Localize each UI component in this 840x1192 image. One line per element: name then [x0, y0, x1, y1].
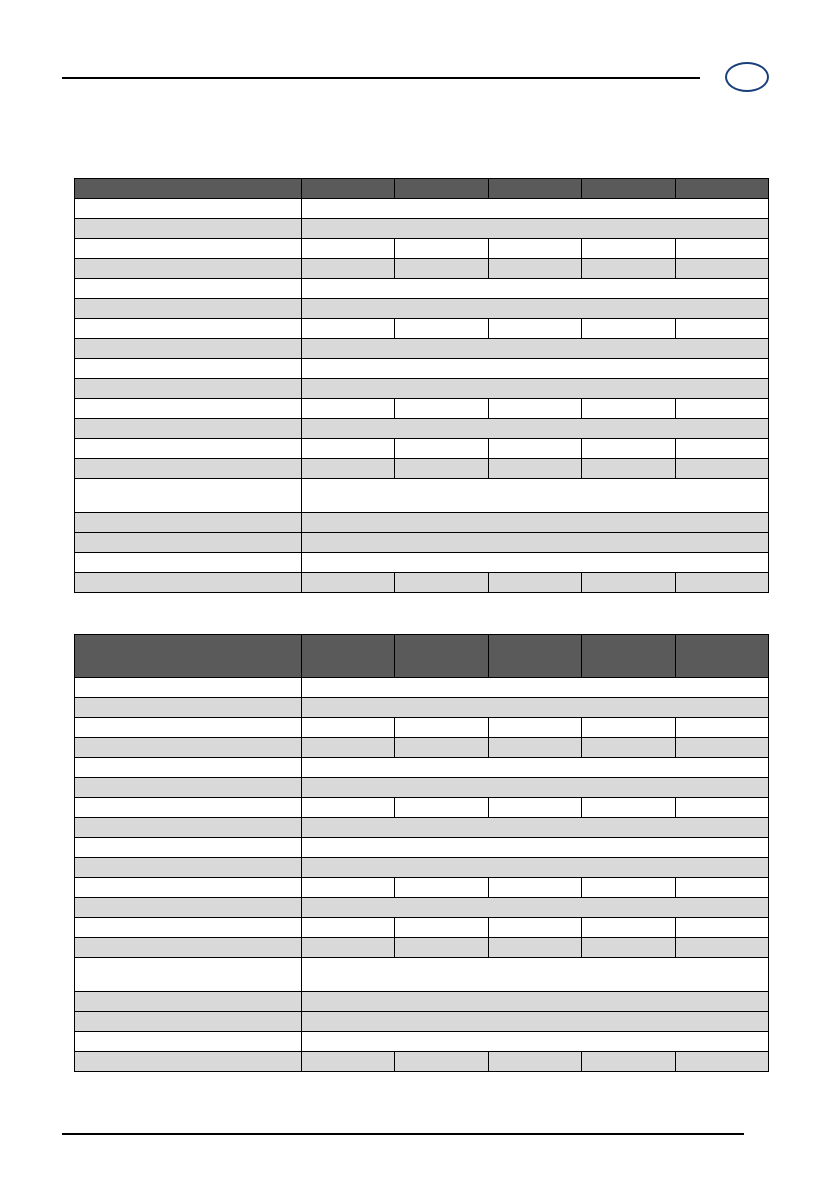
table-header-row [75, 635, 769, 678]
row-value-cell [302, 678, 769, 698]
row-value-cell [302, 339, 769, 359]
row-value-cell [302, 239, 395, 259]
table-row [75, 858, 769, 878]
row-value-cell [302, 698, 769, 718]
table-header-cell [395, 635, 488, 678]
row-label-cell [75, 479, 302, 513]
row-value-cell [302, 798, 395, 818]
row-label-cell [75, 513, 302, 533]
row-value-cell [302, 958, 769, 992]
row-value-cell [675, 259, 768, 279]
row-value-cell [675, 918, 768, 938]
table-header-cell [488, 179, 581, 199]
row-value-cell [395, 573, 488, 593]
row-value-cell [488, 1052, 581, 1072]
row-value-cell [675, 239, 768, 259]
row-label-cell [75, 918, 302, 938]
row-value-cell [582, 459, 675, 479]
row-label-cell [75, 992, 302, 1012]
row-value-cell [302, 1052, 395, 1072]
table-row [75, 992, 769, 1012]
row-value-cell [675, 319, 768, 339]
row-value-cell [675, 399, 768, 419]
row-value-cell [395, 1052, 488, 1072]
row-value-cell [302, 858, 769, 878]
table-row [75, 838, 769, 858]
table-header-cell [675, 179, 768, 199]
row-value-cell [395, 459, 488, 479]
row-value-cell [395, 918, 488, 938]
row-value-cell [302, 259, 395, 279]
row-label-cell [75, 279, 302, 299]
row-value-cell [302, 573, 395, 593]
table-row [75, 513, 769, 533]
row-value-cell [488, 798, 581, 818]
table-row [75, 938, 769, 958]
row-value-cell [302, 439, 395, 459]
table-row [75, 1052, 769, 1072]
row-label-cell [75, 219, 302, 239]
row-value-cell [488, 259, 581, 279]
row-label-cell [75, 738, 302, 758]
row-value-cell [395, 399, 488, 419]
row-label-cell [75, 818, 302, 838]
table-row [75, 918, 769, 938]
row-label-cell [75, 199, 302, 219]
row-value-cell [582, 259, 675, 279]
table-row [75, 738, 769, 758]
row-value-cell [302, 459, 395, 479]
row-label-cell [75, 858, 302, 878]
row-value-cell [395, 798, 488, 818]
row-label-cell [75, 1012, 302, 1032]
row-value-cell [675, 798, 768, 818]
table-row [75, 439, 769, 459]
row-label-cell [75, 878, 302, 898]
row-label-cell [75, 678, 302, 698]
table-row [75, 958, 769, 992]
row-value-cell [488, 938, 581, 958]
row-value-cell [582, 399, 675, 419]
table-row [75, 778, 769, 798]
row-label-cell [75, 533, 302, 553]
table-header-cell [302, 635, 395, 678]
row-value-cell [395, 439, 488, 459]
table-row [75, 299, 769, 319]
row-value-cell [395, 738, 488, 758]
row-value-cell [302, 758, 769, 778]
section-badge [725, 62, 769, 92]
row-label-cell [75, 553, 302, 573]
row-value-cell [302, 199, 769, 219]
table-row [75, 239, 769, 259]
row-value-cell [302, 399, 395, 419]
row-value-cell [302, 918, 395, 938]
row-value-cell [302, 898, 769, 918]
row-value-cell [302, 718, 395, 738]
table-row [75, 678, 769, 698]
row-value-cell [675, 439, 768, 459]
table-row [75, 553, 769, 573]
table-row [75, 259, 769, 279]
row-value-cell [675, 573, 768, 593]
row-value-cell [302, 1032, 769, 1052]
row-value-cell [582, 918, 675, 938]
table-header-cell [75, 635, 302, 678]
row-value-cell [488, 459, 581, 479]
row-value-cell [582, 319, 675, 339]
row-value-cell [488, 319, 581, 339]
row-value-cell [488, 918, 581, 938]
table-row [75, 878, 769, 898]
row-value-cell [582, 738, 675, 758]
table-row [75, 898, 769, 918]
row-value-cell [395, 319, 488, 339]
row-value-cell [488, 439, 581, 459]
row-label-cell [75, 718, 302, 738]
table-row [75, 718, 769, 738]
row-value-cell [302, 379, 769, 399]
row-label-cell [75, 339, 302, 359]
row-label-cell [75, 758, 302, 778]
row-label-cell [75, 259, 302, 279]
row-value-cell [395, 718, 488, 738]
row-label-cell [75, 439, 302, 459]
row-value-cell [302, 553, 769, 573]
row-value-cell [582, 1052, 675, 1072]
row-value-cell [302, 738, 395, 758]
row-value-cell [582, 938, 675, 958]
spec-table-2 [74, 634, 769, 1072]
row-value-cell [302, 992, 769, 1012]
row-label-cell [75, 1032, 302, 1052]
table-row [75, 573, 769, 593]
row-label-cell [75, 898, 302, 918]
row-value-cell [675, 459, 768, 479]
row-value-cell [302, 1012, 769, 1032]
table-row [75, 339, 769, 359]
row-label-cell [75, 399, 302, 419]
table-header-cell [582, 179, 675, 199]
table-row [75, 798, 769, 818]
row-value-cell [675, 878, 768, 898]
row-value-cell [302, 533, 769, 553]
table-row [75, 359, 769, 379]
row-value-cell [488, 718, 581, 738]
table-header-cell [488, 635, 581, 678]
row-label-cell [75, 359, 302, 379]
table-row [75, 698, 769, 718]
row-label-cell [75, 299, 302, 319]
row-value-cell [302, 878, 395, 898]
row-value-cell [395, 239, 488, 259]
row-value-cell [582, 239, 675, 259]
table-header-cell [75, 179, 302, 199]
row-value-cell [488, 399, 581, 419]
row-value-cell [302, 838, 769, 858]
row-value-cell [395, 938, 488, 958]
table-row [75, 419, 769, 439]
table-header-cell [582, 635, 675, 678]
row-label-cell [75, 379, 302, 399]
row-value-cell [582, 439, 675, 459]
row-value-cell [582, 573, 675, 593]
table-row [75, 199, 769, 219]
table-row [75, 279, 769, 299]
spec-table-1 [74, 178, 769, 593]
row-value-cell [302, 219, 769, 239]
row-value-cell [675, 1052, 768, 1072]
row-label-cell [75, 239, 302, 259]
row-value-cell [302, 359, 769, 379]
row-value-cell [302, 818, 769, 838]
row-value-cell [675, 738, 768, 758]
row-value-cell [488, 738, 581, 758]
row-label-cell [75, 419, 302, 439]
row-value-cell [488, 239, 581, 259]
table-row [75, 319, 769, 339]
row-value-cell [582, 718, 675, 738]
row-label-cell [75, 1052, 302, 1072]
table-row [75, 399, 769, 419]
row-value-cell [488, 573, 581, 593]
row-label-cell [75, 958, 302, 992]
row-value-cell [302, 513, 769, 533]
row-value-cell [675, 718, 768, 738]
table-row [75, 533, 769, 553]
row-label-cell [75, 778, 302, 798]
row-label-cell [75, 798, 302, 818]
row-label-cell [75, 319, 302, 339]
row-value-cell [302, 938, 395, 958]
row-label-cell [75, 938, 302, 958]
row-label-cell [75, 838, 302, 858]
row-label-cell [75, 698, 302, 718]
row-value-cell [675, 938, 768, 958]
row-value-cell [302, 778, 769, 798]
table-header-cell [675, 635, 768, 678]
table-header-cell [302, 179, 395, 199]
row-value-cell [395, 259, 488, 279]
row-value-cell [395, 878, 488, 898]
table-row [75, 1012, 769, 1032]
row-value-cell [302, 479, 769, 513]
row-label-cell [75, 459, 302, 479]
row-value-cell [582, 878, 675, 898]
row-value-cell [488, 878, 581, 898]
table-header-row [75, 179, 769, 199]
row-value-cell [582, 798, 675, 818]
table-row [75, 379, 769, 399]
table-row [75, 758, 769, 778]
table-row [75, 459, 769, 479]
top-rule [62, 77, 700, 79]
table-row [75, 818, 769, 838]
row-value-cell [302, 419, 769, 439]
table-row [75, 219, 769, 239]
row-value-cell [302, 279, 769, 299]
table-row [75, 479, 769, 513]
table-header-cell [395, 179, 488, 199]
row-label-cell [75, 573, 302, 593]
bottom-rule [62, 1133, 744, 1135]
row-value-cell [302, 319, 395, 339]
table-row [75, 1032, 769, 1052]
row-value-cell [302, 299, 769, 319]
